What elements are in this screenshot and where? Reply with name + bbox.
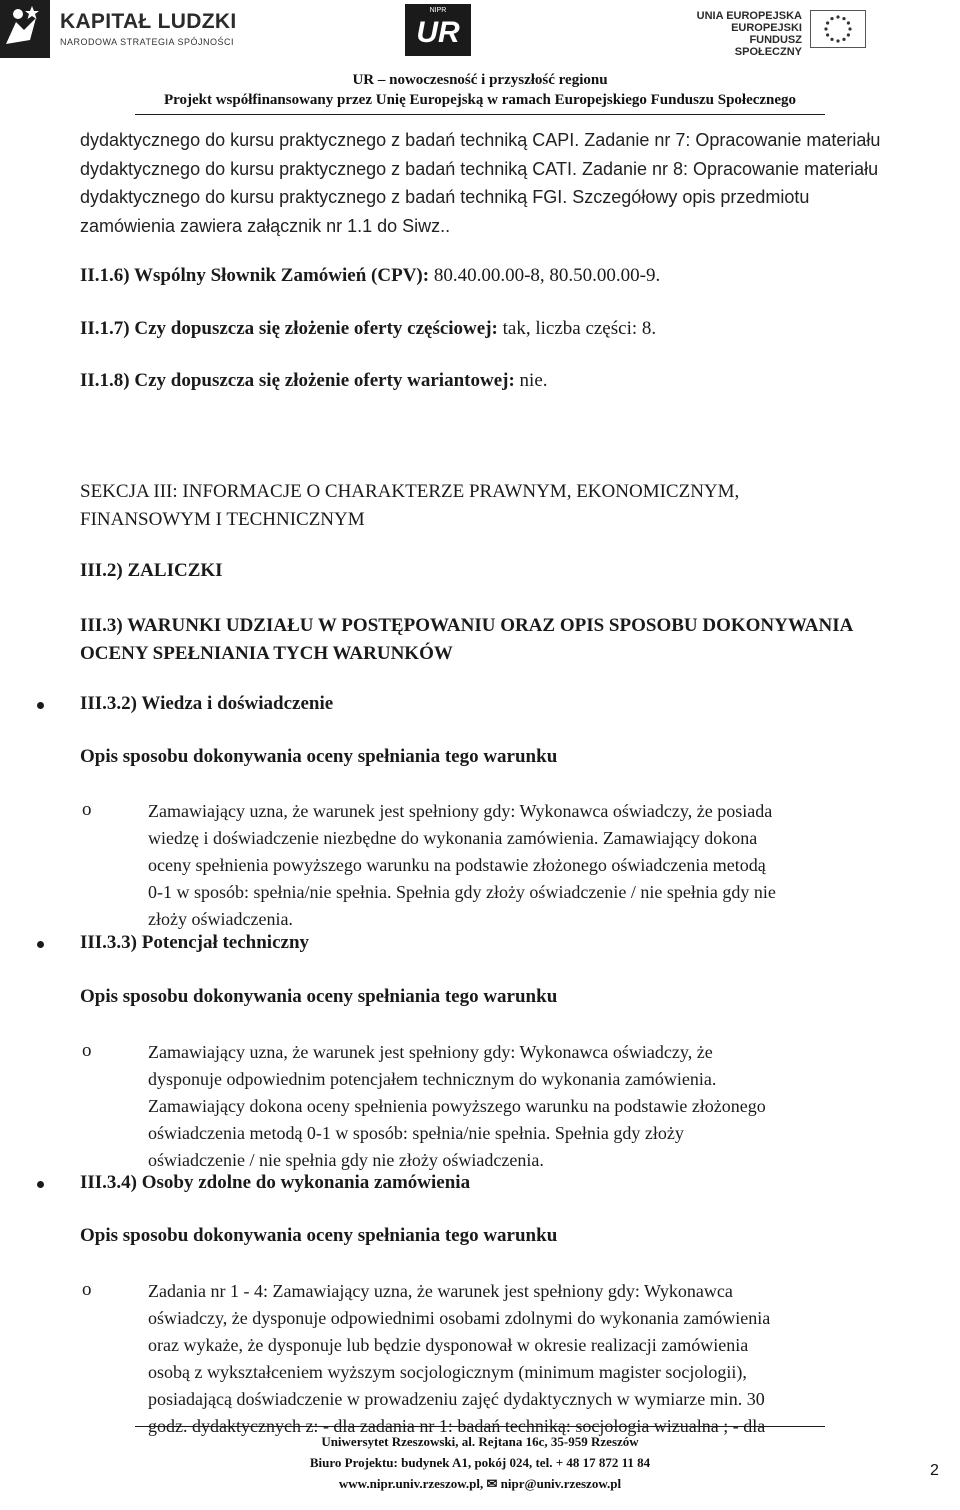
warunki-heading xyxy=(80,612,960,668)
eu-flag-icon xyxy=(810,10,866,48)
intro-line: dydaktycznego do kursu praktycznego z badań techniką FGI. Szczegółowy opis przedmiotu xyxy=(80,187,810,207)
text-line: oświadczenia metodą 0-1 w sposób: spełnia/nie spełnia. Spełnia gdy złoży xyxy=(148,1123,684,1143)
kapital-ludzki-subtitle: NARODOWA STRATEGIA SPÓJNOŚCI xyxy=(60,37,235,47)
text-line: oświadczy, że dysponuje odpowiednimi osobami zdolnymi do wykonania zamówienia xyxy=(148,1308,771,1328)
bullet-dot xyxy=(37,1181,44,1188)
text-line: dysponuje odpowiednim potencjałem technicznym do wykonania zamówienia. xyxy=(148,1069,717,1089)
subsection-title: III.3.2) Wiedza i doświadczenie xyxy=(80,693,334,714)
section-heading-line: SEKCJA III: INFORMACJE O CHARAKTERZE PRAWNYM, EKONOMICZNYM, xyxy=(80,481,740,502)
point-label: II.1.6) Wspólny Słownik Zamówień (CPV): xyxy=(80,265,430,286)
nipr-ur-logo xyxy=(405,4,471,56)
ue-line-3: FUNDUSZ SPOŁECZNY xyxy=(734,34,802,58)
zaliczki-heading: III.2) ZALICZKI xyxy=(80,560,223,581)
header-divider xyxy=(135,114,825,115)
assessment-label: Opis sposobu dokonywania oceny spełniania tego warunku xyxy=(80,1225,558,1246)
ue-line-2: EUROPEJSKI xyxy=(731,22,802,34)
point-label: II.1.8) Czy dopuszcza się złożenie oferty wariantowej: xyxy=(80,370,515,391)
kapital-ludzki-logo xyxy=(0,0,240,58)
circle-bullet: o xyxy=(82,799,92,820)
subsection-title: III.3.3) Potencjał techniczny xyxy=(80,932,310,953)
circle-bullet: o xyxy=(82,1279,92,1300)
subsection-text xyxy=(148,798,938,933)
warunki-heading-line: OCENY SPEŁNIANIA TYCH WARUNKÓW xyxy=(80,643,453,664)
point-label: II.1.7) Czy dopuszcza się złożenie oferty częściowej: xyxy=(80,318,498,339)
text-line: wiedzę i doświadczenie niezbędne do wykonania zamówienia. Zamawiający dokona xyxy=(148,828,758,848)
point-value: 80.40.00.00-8, 80.50.00.00-9. xyxy=(429,265,661,286)
text-line: 0-1 w sposób: spełnia/nie spełnia. Spełnia gdy złoży oświadczenie / nie spełnia gdy nie xyxy=(148,882,776,902)
text-line: godz. dydaktycznych z: - dla zadania nr 1: badań techniką: socjologia wizualna ; - dla xyxy=(148,1416,766,1436)
ue-efs-logo xyxy=(696,10,876,56)
intro-line: dydaktycznego do kursu praktycznego z badań techniką CAPI. Zadanie nr 7: Opracowanie materiału xyxy=(80,130,881,150)
bullet-dot xyxy=(37,702,44,709)
point-value: nie. xyxy=(514,370,548,391)
point-value: tak, liczba części: 8. xyxy=(497,318,657,339)
text-line: oświadczenie / nie spełnia gdy nie złoży oświadczenia. xyxy=(148,1150,544,1170)
text-line: oceny spełnienia powyższego warunku na podstawie złożonego oświadczenia metodą xyxy=(148,855,766,875)
intro-paragraph xyxy=(80,126,950,240)
text-line: Zamawiający uzna, że warunek jest spełniony gdy: Wykonawca oświadczy, że xyxy=(148,1042,713,1062)
text-line: Zamawiający dokona oceny spełnienia powyższego warunku na podstawie złożonego xyxy=(148,1096,766,1116)
ue-line-1: UNIA EUROPEJSKA xyxy=(696,10,802,22)
ur-mark: UR xyxy=(416,16,460,49)
page-number: 2 xyxy=(930,1462,939,1479)
header-cofinancing: Projekt współfinansowany przez Unię Europejską w ramach Europejskiego Funduszu Społecznego xyxy=(163,92,797,108)
nipr-label: NIPR xyxy=(429,7,447,14)
subsection-text xyxy=(148,1278,938,1440)
bullet-dot xyxy=(37,941,44,948)
point-variant-offer xyxy=(80,370,548,392)
footer-address: Uniwersytet Rzeszowski, al. Rejtana 16c, 35-959 Rzeszów xyxy=(321,1434,639,1449)
footer-office: Biuro Projektu: budynek A1, pokój 024, tel. + 48 17 872 11 84 xyxy=(309,1455,651,1470)
intro-line: dydaktycznego do kursu praktycznego z badań techniką CATI. Zadanie nr 8: Opracowanie materiału xyxy=(80,158,879,179)
kapital-ludzki-mark-icon xyxy=(0,0,50,58)
text-line: Zamawiający uzna, że warunek jest spełniony gdy: Wykonawca oświadczy, że posiada xyxy=(148,801,773,821)
warunki-heading-line: III.3) WARUNKI UDZIAŁU W POSTĘPOWANIU ORAZ OPIS SPOSOBU DOKONYWANIA xyxy=(80,615,854,636)
subsection-text xyxy=(148,1039,938,1174)
page-header xyxy=(0,0,960,118)
assessment-label: Opis sposobu dokonywania oceny spełniania tego warunku xyxy=(80,986,558,1007)
subsection-title: III.3.4) Osoby zdolne do wykonania zamówienia xyxy=(80,1172,471,1193)
text-line: Zadania nr 1 - 4: Zamawiający uzna, że warunek jest spełniony gdy: Wykonawca xyxy=(148,1281,733,1301)
assessment-label: Opis sposobu dokonywania oceny spełniania tego warunku xyxy=(80,746,558,767)
footer-divider xyxy=(135,1426,825,1427)
section-heading-line: FINANSOWYM I TECHNICZNYM xyxy=(80,509,365,530)
text-line: oraz wykaże, że dysponuje lub będzie dysponował w okresie realizacji zamówienia xyxy=(148,1335,749,1355)
section-iii-heading xyxy=(80,478,940,534)
text-line: posiadającą doświadczenie w prowadzeniu zajęć dydaktycznych w wymiarze min. 30 xyxy=(148,1389,765,1409)
point-partial-offer xyxy=(80,318,656,340)
footer-web-email: www.nipr.univ.rzeszow.pl, ✉ nipr@univ.rzeszow.pl xyxy=(338,1476,622,1491)
circle-bullet: o xyxy=(82,1040,92,1061)
point-cpv xyxy=(80,265,660,287)
header-slogan: UR – nowoczesność i przyszłość regionu xyxy=(352,72,608,88)
text-line: osobą z wykształceniem wyższym socjologicznym (minimum magister socjologii), xyxy=(148,1362,747,1382)
kapital-ludzki-title: KAPITAŁ LUDZKI xyxy=(60,10,237,33)
intro-line: zamówienia zawiera załącznik nr 1.1 do Siwz.. xyxy=(80,215,451,236)
text-line: złoży oświadczenia. xyxy=(148,909,293,929)
ue-efs-text xyxy=(696,10,802,58)
